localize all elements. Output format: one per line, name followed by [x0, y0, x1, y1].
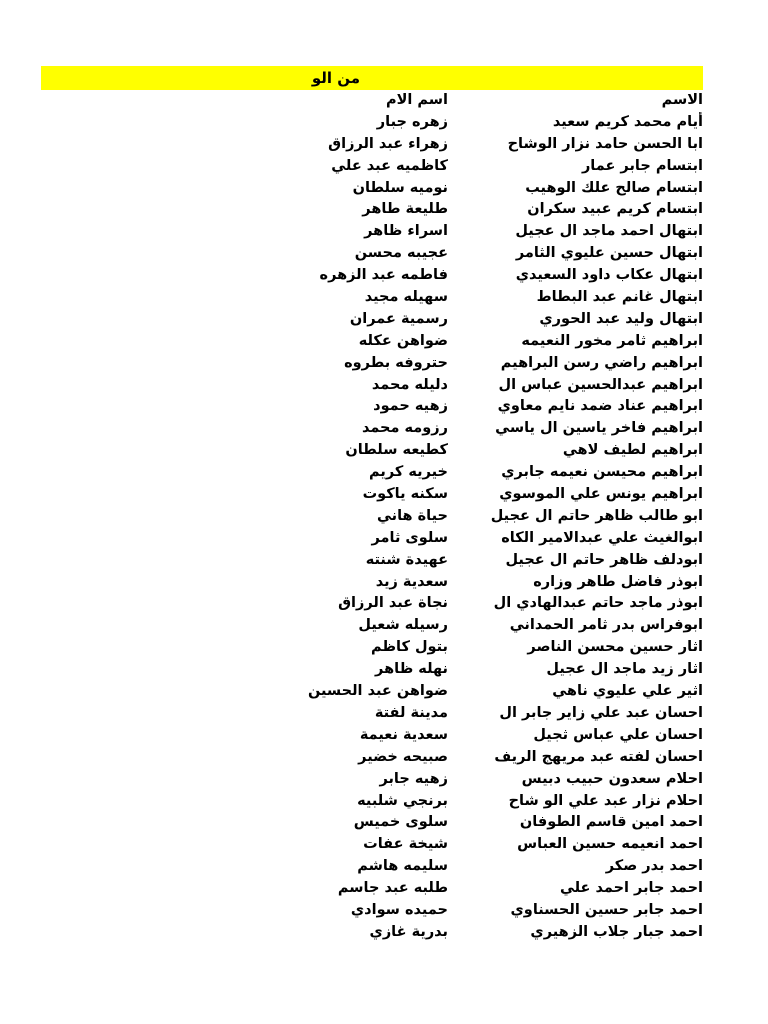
mother-name-cell[interactable]: نوميه سلطان — [352, 179, 448, 196]
name-cell[interactable]: اثار زيد ماجد ال عجيل — [546, 661, 703, 678]
table-row — [41, 462, 703, 484]
spreadsheet — [41, 66, 703, 944]
table-row — [41, 221, 703, 243]
table-row — [41, 812, 703, 834]
table-row — [41, 265, 703, 287]
title-bar — [41, 66, 703, 90]
mother-name-cell[interactable]: زهيه جابر — [379, 770, 448, 787]
mother-name-cell[interactable]: عهيدة شنته — [365, 551, 448, 568]
sheet-title: من الو — [311, 69, 360, 87]
mother-name-cell[interactable]: رسيله شعيل — [358, 617, 448, 634]
name-cell[interactable]: احمد جبار جلاب الزهيري — [530, 923, 703, 940]
name-cell[interactable]: ابراهيم ثامر مخور النعيمه — [521, 332, 703, 349]
table-row — [41, 637, 703, 659]
mother-name-cell[interactable]: زهراء عبد الرزاق — [328, 135, 448, 152]
mother-name-cell[interactable]: برنجي شلبيه — [357, 792, 448, 809]
name-cell[interactable]: ابتهال وليد عبد الحوري — [539, 310, 703, 327]
table-row — [41, 593, 703, 615]
name-cell[interactable]: ابتهال حسين عليوي الثامر — [515, 245, 703, 262]
header-mother-cell[interactable]: اسم الام — [385, 92, 448, 108]
mother-name-cell[interactable]: سلوى خميس — [353, 814, 448, 831]
mother-name-cell[interactable]: مدينة لفتة — [374, 704, 448, 721]
name-cell[interactable]: ابتسام جابر عمار — [581, 157, 703, 174]
table-row — [41, 681, 703, 703]
name-cell[interactable]: احسان عبد علي زاير جابر ال — [499, 704, 703, 721]
table-row — [41, 550, 703, 572]
name-cell[interactable]: احلام نزار عبد علي الو شاح — [508, 792, 703, 809]
table-row — [41, 178, 703, 200]
name-cell[interactable]: احمد بدر صكر — [605, 858, 703, 875]
name-cell[interactable]: ابتهال احمد ماجد ال عجيل — [515, 223, 703, 240]
mother-name-cell[interactable]: كطيعه سلطان — [345, 442, 448, 459]
mother-name-cell[interactable]: بتول كاظم — [371, 639, 448, 656]
name-cell[interactable]: ابتهال عكاب داود السعيدي — [515, 267, 703, 284]
name-cell[interactable]: ابراهيم عبدالحسين عباس ال — [498, 376, 703, 393]
mother-name-cell[interactable]: سلوى ثامر — [371, 529, 448, 546]
name-cell[interactable]: احسان لفته عبد مريهج الريف — [494, 748, 703, 765]
name-cell[interactable]: اثير علي عليوي ناهي — [552, 683, 703, 700]
mother-name-cell[interactable]: طلبه عبد جاسم — [337, 880, 448, 897]
mother-name-cell[interactable]: عجيبه محسن — [354, 245, 448, 262]
name-cell[interactable]: احلام سعدون حبيب دبيس — [521, 770, 703, 787]
name-cell[interactable]: ابراهيم فاخر ياسين ال ياسي — [495, 420, 703, 437]
mother-name-cell[interactable]: حياة هاني — [376, 507, 448, 524]
mother-name-cell[interactable]: ضواهن عبد الحسين — [307, 683, 448, 700]
table-row — [41, 199, 703, 221]
mother-name-cell[interactable]: زهيه حمود — [373, 398, 448, 415]
table-row — [41, 659, 703, 681]
table-row — [41, 418, 703, 440]
table-row — [41, 440, 703, 462]
name-cell[interactable]: ابراهيم يونس علي الموسوي — [499, 486, 703, 503]
mother-name-cell[interactable]: نهله ظاهر — [375, 661, 448, 678]
mother-name-cell[interactable]: سكنه ياكوت — [362, 486, 448, 503]
mother-name-cell[interactable]: صبيحه خضير — [358, 748, 448, 765]
name-cell[interactable]: ابوذر ماجد حاتم عبدالهادي ال — [493, 595, 703, 612]
table-body — [41, 112, 703, 944]
mother-name-cell[interactable]: اسراء ظاهر — [364, 223, 448, 240]
table-row — [41, 922, 703, 944]
table-row — [41, 725, 703, 747]
table-row — [41, 856, 703, 878]
name-cell[interactable]: ابراهيم لطيف لاهي — [562, 442, 703, 459]
table-row — [41, 834, 703, 856]
table-row — [41, 309, 703, 331]
mother-name-cell[interactable]: بدرية غازي — [369, 923, 448, 940]
mother-name-cell[interactable]: شيخة عفات — [363, 836, 448, 853]
table-row — [41, 747, 703, 769]
name-cell[interactable]: اثار حسين محسن الناصر — [527, 639, 703, 656]
mother-name-cell[interactable]: كاظميه عبد علي — [331, 157, 448, 174]
table-row — [41, 112, 703, 134]
table-row — [41, 484, 703, 506]
table-row — [41, 572, 703, 594]
header-name-cell[interactable]: الاسم — [661, 92, 703, 108]
name-cell[interactable]: احسان علي عباس ثجيل — [533, 726, 703, 743]
table-row — [41, 615, 703, 637]
mother-name-cell[interactable]: دليله محمد — [371, 376, 448, 393]
mother-name-cell[interactable]: زهره جبار — [376, 113, 448, 130]
table-row — [41, 331, 703, 353]
mother-name-cell[interactable]: سهيله مجيد — [364, 289, 448, 306]
mother-name-cell[interactable]: حتروفه بطروه — [344, 354, 448, 371]
mother-name-cell[interactable]: رسمية عمران — [349, 310, 448, 327]
table-row — [41, 156, 703, 178]
mother-name-cell[interactable]: طليعة طاهر — [362, 201, 448, 218]
mother-name-cell[interactable]: رزومه محمد — [361, 420, 448, 437]
name-cell[interactable]: ابتسام صالح علك الوهيب — [525, 179, 703, 196]
name-cell[interactable]: ابو طالب ظاهر حاتم ال عجيل — [490, 507, 703, 524]
table-row — [41, 769, 703, 791]
header-row — [41, 90, 703, 112]
name-cell[interactable]: ابوذر فاضل طاهر وزاره — [533, 573, 703, 590]
mother-name-cell[interactable]: سعدية زيد — [375, 573, 448, 590]
table-row — [41, 703, 703, 725]
mother-name-cell[interactable]: خيريه كريم — [369, 464, 448, 481]
table-row — [41, 900, 703, 922]
table-row — [41, 353, 703, 375]
table-row — [41, 287, 703, 309]
name-cell[interactable]: أيام محمد كريم سعيد — [552, 113, 703, 130]
mother-name-cell[interactable]: حميده سوادي — [350, 901, 448, 918]
table-row — [41, 396, 703, 418]
mother-name-cell[interactable]: ضواهن عكله — [358, 332, 448, 349]
name-cell[interactable]: احمد جابر حسين الحسناوي — [510, 901, 703, 918]
mother-name-cell[interactable]: فاطمه عبد الزهره — [319, 267, 448, 284]
table-row — [41, 375, 703, 397]
name-cell[interactable]: ابتسام كريم عبيد سكران — [527, 201, 703, 218]
name-cell[interactable]: احمد امين قاسم الطوفان — [519, 814, 703, 831]
name-cell[interactable]: ابراهيم عناد ضمد نايم معاوي — [497, 398, 703, 415]
table-row — [41, 134, 703, 156]
mother-name-cell[interactable]: سليمه هاشم — [357, 858, 448, 875]
name-cell[interactable]: ابوالغيث علي عبدالامير الكاه — [501, 529, 703, 546]
table-row — [41, 878, 703, 900]
table-row — [41, 528, 703, 550]
name-cell[interactable]: احمد جابر احمد علي — [559, 880, 703, 897]
name-cell[interactable]: ابراهيم راضي رسن البراهيم — [500, 354, 703, 371]
mother-name-cell[interactable]: سعدية نعيمة — [359, 726, 448, 743]
name-cell[interactable]: ابراهيم محيسن نعيمه جابري — [501, 464, 703, 481]
table-row — [41, 791, 703, 813]
name-cell[interactable]: ابودلف ظاهر حاتم ال عجيل — [505, 551, 703, 568]
mother-name-cell[interactable]: نجاة عبد الرزاق — [338, 595, 448, 612]
table-row — [41, 506, 703, 528]
name-cell[interactable]: ابوفراس بدر ثامر الحمداني — [509, 617, 703, 634]
table-row — [41, 243, 703, 265]
name-cell[interactable]: ابا الحسن حامد نزار الوشاح — [507, 135, 703, 152]
name-cell[interactable]: احمد انعيمه حسين العباس — [517, 836, 703, 853]
name-cell[interactable]: ابتهال غانم عبد البطاط — [536, 289, 703, 306]
